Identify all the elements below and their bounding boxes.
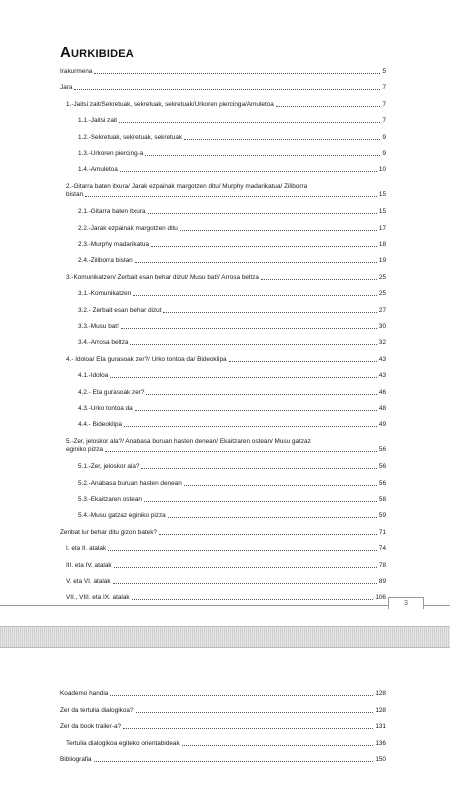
toc-entry-page: 27: [378, 306, 386, 314]
dot-leader: [110, 377, 377, 378]
toc-entry[interactable]: [60, 183, 386, 199]
dot-leader: [135, 262, 377, 263]
dot-leader: [108, 550, 377, 551]
toc-entry[interactable]: [60, 545, 386, 553]
toc-entry-page: 48: [378, 405, 386, 412]
toc-entry-page: 56: [378, 445, 386, 453]
dot-leader: [133, 295, 377, 296]
toc-entry[interactable]: [60, 372, 386, 380]
toc-entry[interactable]: [60, 405, 386, 413]
toc-entry-page: 30: [378, 323, 386, 330]
toc-entry-page: 25: [378, 290, 386, 298]
dot-leader: [94, 761, 374, 762]
dot-leader: [276, 106, 381, 107]
toc-entry-page: 56: [378, 463, 386, 471]
dot-leader: [136, 712, 374, 713]
dot-leader: [123, 728, 373, 729]
dot-leader: [132, 599, 374, 600]
toc-entry[interactable]: [60, 166, 386, 174]
toc-entry[interactable]: [60, 756, 386, 764]
toc-entry[interactable]: [60, 690, 386, 698]
toc-entry[interactable]: [60, 323, 386, 331]
dot-leader: [120, 171, 377, 172]
toc-entry-page: 7: [382, 84, 386, 92]
dot-leader: [261, 279, 377, 280]
toc-entry[interactable]: [60, 225, 386, 233]
toc-entry-page: 25: [378, 273, 386, 281]
toc-entry-page: 128: [375, 706, 386, 714]
page-title: Aurkibidea: [60, 44, 134, 61]
toc-entry-text: eginiko pizza: [66, 445, 103, 453]
toc-entry-page: 43: [378, 372, 386, 380]
dot-leader: [145, 155, 380, 156]
dot-leader: [168, 517, 377, 518]
toc-entry-text: Zenbat lur behar ditu gizon batek?: [60, 528, 157, 536]
toc-entry-page: 43: [378, 355, 386, 363]
toc-entry-text: 2.1.-Gitarra baten itxura: [78, 208, 146, 216]
toc-entry-page: 136: [375, 739, 386, 747]
toc-entry[interactable]: [60, 117, 386, 125]
dot-leader: [229, 361, 377, 362]
toc-entry[interactable]: [60, 480, 386, 488]
toc-entry[interactable]: [60, 438, 386, 454]
toc-entry-page: 19: [378, 257, 386, 265]
dot-leader: [113, 583, 377, 584]
toc-entry-page: 9: [382, 150, 386, 157]
toc-entry-text: 5.1.-Zer, jeloskor ala?: [78, 463, 140, 471]
toc-entry-text: 3.1.-Komunikatzen: [78, 290, 132, 298]
toc-entry-page: 128: [375, 690, 386, 697]
toc-entry-page: 56: [378, 479, 386, 487]
toc-entry[interactable]: [60, 562, 386, 570]
dot-leader: [121, 328, 377, 329]
dot-leader: [114, 567, 377, 568]
toc-entry-page: 46: [378, 388, 386, 396]
toc-entry-text: Zer da tertulia dialogikoa?: [60, 706, 134, 714]
toc-entry-text: 1.4.-Amuletoa: [78, 166, 118, 174]
toc-entry-text: Bibliografia: [60, 756, 92, 764]
toc-entry[interactable]: [60, 421, 386, 429]
toc-entry[interactable]: [60, 84, 386, 92]
dot-leader: [148, 213, 377, 214]
toc-entry-page: 15: [378, 208, 386, 216]
toc-entry-text: Koademo handia: [60, 690, 109, 697]
toc-entry-text: V. eta VI. atalak: [66, 578, 111, 585]
toc-entry-text: 3.4.-Arrosa beltza: [78, 339, 129, 347]
dot-leader: [151, 246, 377, 247]
toc-entry-text: 3.2.- Zerbait esan behar dizut: [78, 306, 162, 314]
toc-entry-page: 58: [378, 496, 386, 503]
toc-entry-page: 71: [378, 528, 386, 536]
document-page-bottom: [0, 648, 450, 800]
toc-entry[interactable]: [60, 723, 386, 731]
dot-leader: [85, 196, 377, 197]
toc-entry-text: 2.4.-Ziliborra bistan: [78, 257, 133, 265]
toc-entry-page: 131: [375, 723, 386, 731]
toc-entry-page: 32: [378, 339, 386, 347]
toc-entry[interactable]: [60, 307, 386, 315]
dot-leader: [159, 534, 377, 535]
toc-entry-text: 4.- Idoloa/ Eta gurasoak zer?/ Urko tontoa da/ Bideoklipa: [66, 355, 227, 363]
toc-entry-page: 106: [375, 594, 386, 602]
toc-entry-page: 10: [378, 166, 386, 174]
dot-leader: [163, 312, 376, 313]
toc-entry[interactable]: [60, 356, 386, 364]
toc-entry[interactable]: [60, 290, 386, 298]
toc-entry[interactable]: [60, 512, 386, 520]
dot-leader: [135, 410, 377, 411]
toc-entry-text: 1.1.-Jaitsi zait: [78, 117, 118, 125]
toc-entry-page: 9: [382, 133, 386, 141]
dot-leader: [184, 139, 380, 140]
toc-entry[interactable]: [60, 274, 386, 282]
toc-entry-text: 3.-Komunikatzen/ Zerbait esan behar dizut/ Musu bat!/ Arrosa beltza: [66, 273, 259, 281]
toc-entry[interactable]: [60, 529, 386, 537]
toc-entry-text: 1.3.-Urkoren piercing-a: [78, 150, 144, 157]
toc-entry-page: 18: [378, 241, 386, 248]
dot-leader: [180, 230, 377, 231]
toc-entry-page: 78: [378, 561, 386, 569]
toc-entry-text: 3.3.-Musu bat!: [78, 323, 119, 330]
toc-entry-page: 49: [378, 421, 386, 429]
toc-entry[interactable]: [60, 594, 386, 602]
toc-entry[interactable]: [60, 241, 386, 249]
dot-leader: [182, 745, 374, 746]
toc-entry-page: 7: [382, 117, 386, 125]
toc-entry-text: 1.-Jaitsi zait/Sekretuak, sekretuak, sekretuak/Urkoren piercinga/Amuletoa: [66, 100, 274, 108]
toc-entry-text: 5.-Zer, jeloskor ala?/ Anabasa buruan hasten denean/ Ekaitzaren ostean/ Musu gatzaz: [66, 437, 311, 445]
page-separator: [0, 626, 450, 648]
toc-entry-text: 1.2.-Sekretuak, sekretuak, sekretuak: [78, 133, 183, 141]
toc-entry-text: 4.4.- Bideoklipa: [78, 421, 123, 429]
toc-entry-text: I. eta II. atalak: [66, 545, 107, 553]
toc-entry-page: 7: [382, 100, 386, 108]
toc-entry-text: 2.2.-Jarak ezpainak margotzen ditu: [78, 224, 178, 232]
toc-entry-page: 17: [378, 224, 386, 232]
dot-leader: [144, 501, 377, 502]
toc-entry-text: bistan: [66, 190, 84, 198]
dot-leader: [146, 394, 376, 395]
dot-leader: [130, 344, 376, 345]
toc-entry-text: Zer da book trailer-a?: [60, 723, 122, 731]
toc-entry-text: 2.3.-Murphy madarikatua: [78, 241, 150, 248]
toc-entry[interactable]: [60, 150, 386, 158]
toc-entry-text: Jara: [60, 84, 73, 92]
toc-entry[interactable]: [60, 740, 386, 748]
toc-entry-text: 5.4.-Musu gatzaz eginiko pizza: [78, 512, 166, 520]
toc-entry-page: 74: [378, 545, 386, 553]
dot-leader: [110, 695, 373, 696]
toc-entry[interactable]: [60, 257, 386, 265]
toc-entry-text: Irakurmena: [60, 68, 93, 75]
toc-entry-text: 4.3.-Urko tontoa da: [78, 405, 133, 412]
toc-entry-text: VII., VIII. eta IX. atalak: [66, 594, 130, 602]
toc-entry-page: 5: [382, 68, 386, 75]
footer-divider-right: [424, 605, 450, 606]
toc-entry-page: 59: [378, 512, 386, 520]
toc-entry[interactable]: [60, 463, 386, 471]
toc-entry[interactable]: [60, 208, 386, 216]
toc-entry-page: 15: [378, 190, 386, 198]
footer-divider: [0, 605, 388, 606]
toc-entry-page: 150: [375, 756, 386, 764]
toc-entry[interactable]: [60, 389, 386, 397]
toc-entry[interactable]: [60, 101, 386, 109]
dot-leader: [105, 451, 377, 452]
dot-leader: [74, 89, 380, 90]
toc-entry[interactable]: [60, 496, 386, 504]
toc-entry-text: 2.-Gitarra baten itxura/ Jarak ezpainak margotzen ditu/ Murphy madarikatua/ Ziliborra: [66, 182, 308, 190]
toc-entry-text: Tertulia dialogikoa egiteko orientabideak: [66, 739, 180, 747]
toc-entry-text: 5.2.-Anabasa buruan hasten denean: [78, 479, 182, 487]
toc-entry-text: 4.1.-Idoloa: [78, 372, 109, 380]
dot-leader: [124, 426, 377, 427]
dot-leader: [94, 73, 380, 74]
toc-entry-page: 89: [378, 578, 386, 585]
toc-entry[interactable]: [60, 68, 386, 76]
toc-entry[interactable]: [60, 707, 386, 715]
page-number: 3: [388, 597, 424, 609]
toc-entry-text: 5.3.-Ekaitzaren ostean: [78, 496, 142, 503]
toc-entry[interactable]: [60, 339, 386, 347]
toc-entry-text: 4.2.- Eta gurasoak zer?: [78, 388, 145, 396]
dot-leader: [141, 468, 376, 469]
toc-entry-text: III. eta IV. atalak: [66, 561, 112, 569]
toc-entry[interactable]: [60, 134, 386, 142]
dot-leader: [184, 485, 377, 486]
toc-entry[interactable]: [60, 578, 386, 586]
dot-leader: [119, 122, 380, 123]
